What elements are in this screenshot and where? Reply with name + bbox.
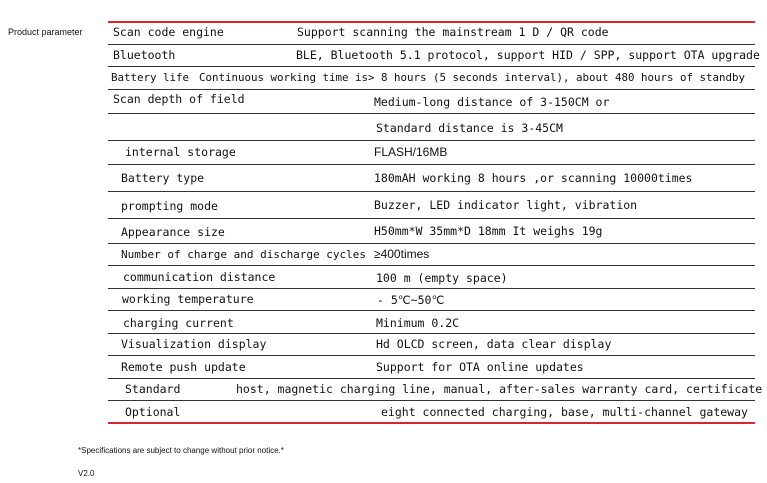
row-value: Continuous working time is> 8 hours (5 seconds interval), about 480 hours of standby [199, 71, 746, 84]
row-value: Support scanning the mainstream 1 D / QR code [297, 25, 609, 39]
row-divider [108, 66, 755, 67]
row-value: - 5℃~50℃ [377, 293, 445, 307]
row-divider [108, 355, 755, 356]
row-label: Battery life [111, 71, 190, 84]
row-label: Scan depth of field [113, 92, 245, 106]
row-label: communication distance [123, 270, 276, 284]
table-top-border [108, 21, 755, 23]
row-label: working temperature [122, 292, 254, 306]
row-divider [108, 89, 755, 90]
row-label: Remote push update [121, 360, 246, 374]
row-label: Scan code engine [113, 25, 224, 39]
row-value: eight connected charging, base, multi-channel gateway [381, 405, 748, 419]
version-label: V2.0 [78, 469, 95, 478]
row-label: Visualization display [121, 337, 267, 351]
row-label: Optional [125, 405, 181, 419]
row-divider [108, 400, 755, 401]
row-value: ≥400times [374, 247, 430, 261]
row-value: Buzzer, LED indicator light, vibration [374, 198, 638, 212]
row-value: host, magnetic charging line, manual, after-sales warranty card, certificate [236, 382, 763, 396]
table-bottom-border [108, 422, 755, 424]
footer-notice: *Specifications are subject to change without prior notice.* [78, 446, 284, 455]
row-value: Minimum 0.2C [376, 316, 460, 330]
row-divider [108, 191, 755, 192]
row-value: 180mAH working 8 hours ,or scanning 10000times [374, 171, 693, 185]
row-divider [108, 333, 755, 334]
row-value: Hd OLCD screen, data clear display [376, 337, 612, 351]
row-value: H50mm*W 35mm*D 18mm It weighs 19g [374, 224, 603, 238]
row-value: BLE, Bluetooth 5.1 protocol, support HID / SPP, support OTA upgrade [296, 48, 760, 62]
row-label: Appearance size [121, 225, 225, 239]
row-label: Number of charge and discharge cycles [121, 248, 367, 261]
row-value: Medium-long distance of 3-150CM or [374, 95, 610, 109]
row-divider [108, 243, 755, 244]
row-divider [108, 265, 755, 266]
row-value: FLASH/16MB [374, 145, 448, 159]
row-divider [108, 378, 755, 379]
row-label: charging current [123, 316, 234, 330]
row-value-secondary: Standard distance is 3-45CM [376, 121, 563, 135]
row-value: 100 m (empty space) [376, 271, 508, 285]
row-divider [108, 218, 755, 219]
row-label: internal storage [125, 145, 236, 159]
row-divider [108, 164, 755, 165]
row-divider [108, 140, 755, 141]
row-divider [108, 44, 755, 45]
row-label: prompting mode [121, 199, 218, 213]
row-label: Bluetooth [113, 48, 176, 62]
row-divider [108, 310, 755, 311]
row-label: Standard [125, 382, 181, 396]
row-value: Support for OTA online updates [376, 360, 584, 374]
section-label: Product parameter [8, 27, 83, 37]
row-divider [108, 288, 755, 289]
row-label: Battery type [121, 171, 205, 185]
row-divider [108, 113, 755, 114]
